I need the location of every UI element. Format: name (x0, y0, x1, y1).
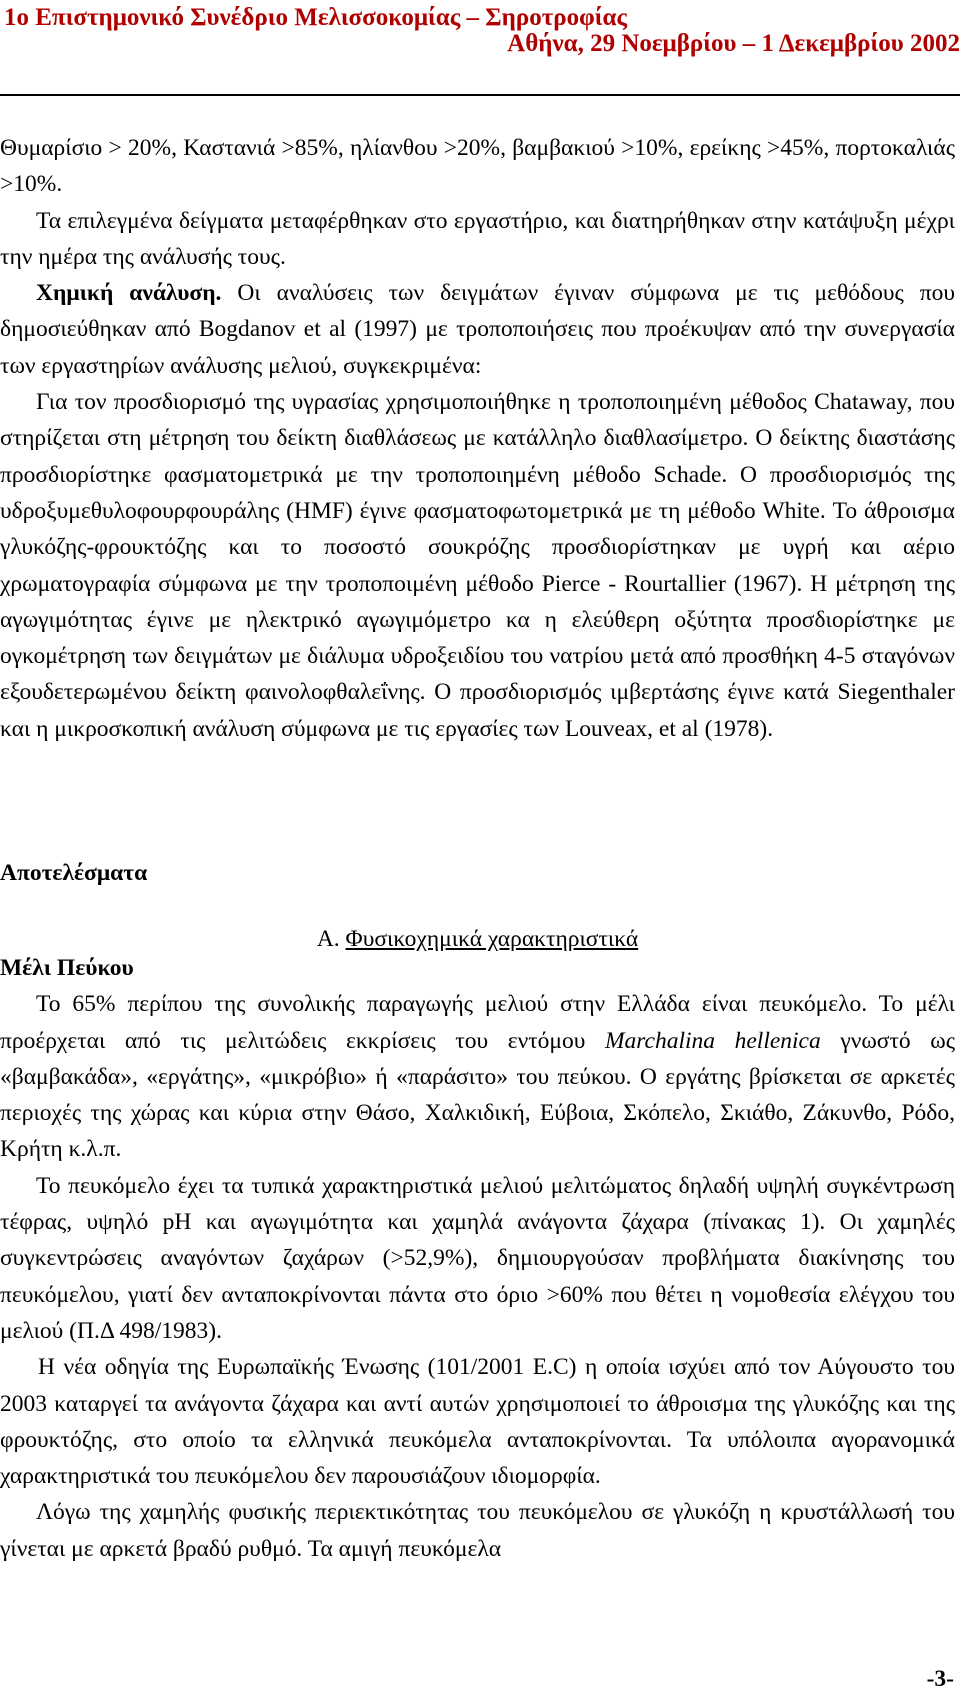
methods-section (0, 130, 955, 747)
paragraph-sample-storage: Τα επιλεγμένα δείγματα μεταφέρθηκαν στο εργαστήριο, και διατηρήθηκαν στην κατάψυξη μέχρι την ημέρα της ανάλυσής τους. (0, 207, 955, 270)
paragraph-pine-honey-characteristics: Το πευκόμελο έχει τα τυπικά χαρακτηριστικά μελιού μελιτώματος δηλαδή υψηλή συγκέντρωση τέφρας, υψηλό pH και αγωγιμότητα και χαμηλά ανάγοντα ζάχαρα (πίνακας 1). Οι χαμηλές συγκεντρώσεις αναγόντων ζαχάρων (>52,9%), δημιουργούσαν προβλήματα διακίνησης του πευκόμελου, γιατί δεν ανταποκρίνονται πάντα στο όριο >60% που θέτει η νομοθεσία ελέγχου του μελιού (Π.Δ 498/1983). (0, 1172, 955, 1344)
pine-honey-section (0, 950, 955, 1567)
conference-title: 1ο Επιστημονικό Συνέδριο Μελισσοκομίας – Σηροτροφίας (4, 4, 627, 31)
chemical-analysis-text: Οι αναλύσεις των δειγμάτων έγιναν σύμφωνα με τις μεθόδους που δημοσιεύθηκαν από Bogdanov et al (1997) με τροποποιήσεις που προέκυψαν από την συνεργασία των εργαστηρίων ανάλυσης μελιού, συγκεκριμένα: (0, 280, 955, 379)
paragraph-eu-directive: Η νέα οδηγία της Ευρωπαϊκής Ένωσης (101/2001 Ε.C) η οποία ισχύει από τον Αύγουστο του 2003 καταργεί τα ανάγοντα ζάχαρα και αντί αυτών χρησιμοποιεί το άθροισμα της γλυκόζης και της φρουκτόζης, στο οποίο τα ελληνικά πευκόμελα ανταποκρίνονται. Τα υπόλοιπα αγορανομικά χαρακτηριστικά του πευκόμελου δεν παρουσιάζουν ιδιομορφία. (0, 1354, 955, 1490)
paragraph-pine-honey-origin (0, 986, 955, 1167)
page-number: -3- (926, 1666, 954, 1692)
pine-honey-heading: Μέλι Πεύκου (0, 955, 134, 981)
page-header (0, 0, 960, 96)
subsection-title: Φυσικοχημικά χαρακτηριστικά (345, 926, 639, 952)
subsection-prefix: Α. (316, 926, 346, 952)
paragraph-methods-detail: Για τον προσδιορισμό της υγρασίας χρησιμοποιήθηκε η τροποποιημένη μέθοδος Chataway, που στηρίζεται στη μέτρηση του δείκτη διαθλάσεως με κατάλληλο διαθλασίμετρο. Ο δείκτης διαστάσης προσδιορίστηκε φασματομετρικά με την τροποποιημένη μέθοδο Schade. Ο προσδιορισμός της υδροξυμεθυλοφουρφουράλης (HMF) έγινε φασματοφωτομετρικά με τη μέθοδο White. Το άθροισμα γλυκόζης-φρουκτόζης και το ποσοστό σουκρόζης προσδιορίστηκαν με υγρή και αέριο χρωματογραφία σύμφωνα με την τροποποιμένη μέθοδο Pierce - Rourtallier (1967). Η μέτρηση της αγωγιμότητας έγινε με ηλεκτρικό αγωγιμόμετρο κα η ελεύθερη οξύτητα προσδιορίστηκε με ογκομέτρηση των δειγμάτων με διάλυμα υδροξειδίου του νατρίου μετά από προσθήκη 4-5 σταγόνων εξουδετερωμένου δείκτη φαινολοφθαλεΐνης. Ο προσδιορισμός ιμβερτάσης έγινε κατά Siegenthaler και η μικροσκοπική ανάλυση σύμφωνα με τις εργασίες των Louveax, et al (1978). (0, 389, 955, 742)
paragraph-crystallization: Λόγω της χαμηλής φυσικής περιεκτικότητας του πευκόμελου σε γλυκόζη η κρυστάλλωσή του γίνεται με αρκετά βραδύ ρυθμό. Τα αμιγή πευκόμελα (0, 1499, 955, 1562)
paragraph-chemical-analysis (0, 275, 955, 384)
paragraph-sample-percentages: Θυμαρίσιο > 20%, Καστανιά >85%, ηλίανθου >20%, βαμβακιού >10%, ερείκης >45%, πορτοκαλιάς >10%. (0, 135, 955, 198)
results-heading: Αποτελέσματα (0, 860, 148, 886)
conference-date: Αθήνα, 29 Νοεμβρίου – 1 Δεκεμβρίου 2002 (507, 30, 960, 57)
pine-honey-origin-text-a: Το 65% περίπου της συνολικής παραγωγής μελιού στην Ελλάδα είναι πευκόμελο. Το μέλι προέρχεται από τις μελιτώδεις εκκρίσεις του εντόμου (0, 991, 955, 1054)
chemical-analysis-label: Χημική ανάλυση. (36, 280, 222, 307)
species-name: Marchalina hellenica (604, 1027, 821, 1054)
pine-honey-origin-text-b: γνωστό ως «βαμβακάδα», «εργάτης», «μικρόβιο» ή «παράσιτο» του πεύκου. Ο εργάτης βρίσκεται σε αρκετές περιοχές της χώρας και κύρια στην Θάσο, Χαλκιδική, Εύβοια, Σκόπελο, Σκιάθο, Ζάκυνθο, Ρόδο, Κρήτη κ.λ.π. (0, 1027, 956, 1163)
